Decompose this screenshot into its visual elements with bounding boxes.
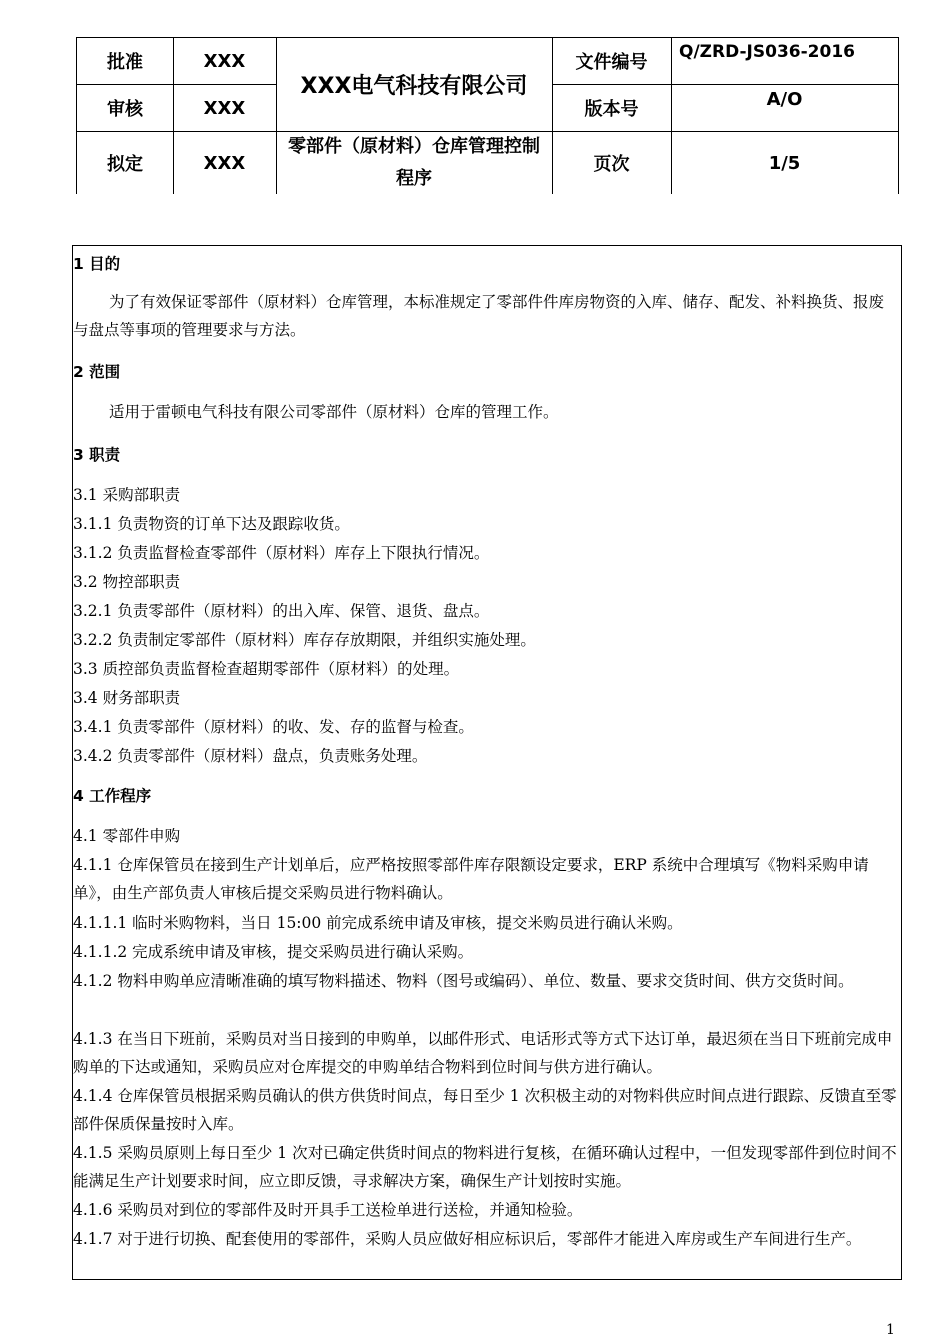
- version-label: 版本号: [552, 85, 672, 132]
- doc-number-value: Q/ZRD-JS036-2016: [671, 38, 899, 85]
- section-3-line: 3.4.2 负责零部件（原材料）盘点，负责账务处理。: [73, 747, 428, 765]
- draft-value: XXX: [173, 132, 277, 194]
- section-4-line: 4.1.1.1 临时米购物料，当日 15:00 前完成系统申请及审核，提交米购员进行确认米购。: [73, 914, 683, 932]
- section-4-line: 4.1.1.2 完成系统申请及审核，提交采购员进行确认采购。: [73, 943, 474, 961]
- section-3-line: 3.1.2 负责监督检查零部件（原材料）库存上下限执行情况。: [73, 544, 490, 562]
- section-3-heading: 3 职责: [73, 446, 121, 464]
- section-4-line: 4.1.4 仓库保管员根据采购员确认的供方供货时间点，每日至少 1 次积极主动的对物料供应时间点进行跟踪、反馈直至零部件保质保量按时入库。: [73, 1087, 897, 1133]
- section-3-line: 3.2 物控部职责: [73, 573, 181, 591]
- section-3-line: 3.3 质控部负责监督检查超期零部件（原材料）的处理。: [73, 660, 460, 678]
- section-3-line: 3.4.1 负责零部件（原材料）的收、发、存的监督与检查。: [73, 718, 474, 736]
- section-4-heading: 4 工作程序: [73, 787, 152, 805]
- version-value: A/O: [671, 85, 899, 132]
- section-4-line: 4.1.2 物料申购单应清晰准确的填写物料描述、物料（图号或编码）、单位、数量、要求交货时间、供方交货时间。: [73, 972, 854, 990]
- section-3-line: 3.1.1 负责物资的订单下达及跟踪收货。: [73, 515, 350, 533]
- section-3-line: 3.1 采购部职责: [73, 486, 181, 504]
- approve-value: XXX: [173, 38, 277, 85]
- section-1-heading: 1 目的: [73, 255, 121, 273]
- document-title: 零部件（原材料）仓库管理控制程序: [276, 132, 553, 194]
- company-name: XXX电气科技有限公司: [276, 38, 553, 132]
- document-body: [72, 245, 902, 1280]
- section-2-heading: 2 范围: [73, 363, 121, 381]
- section-1-text: 为了有效保证零部件（原材料）仓库管理，本标准规定了零部件件库房物资的入库、储存、配发、补料换货、报废与盘点等事项的管理要求与方法。: [73, 293, 885, 339]
- section-4-line: 4.1.7 对于进行切换、配套使用的零部件，采购人员应做好相应标识后，零部件才能进入库房或生产车间进行生产。: [73, 1230, 862, 1248]
- section-4-line: 4.1.5 采购员原则上每日至少 1 次对已确定供货时间点的物料进行复核，在循环确认过程中，一但发现零部件到位时间不能满足生产计划要求时间，应立即反馈，寻求解决方案，确保生产计划按时实施。: [73, 1144, 897, 1190]
- section-4-line: 4.1.3 在当日下班前，采购员对当日接到的申购单，以邮件形式、电话形式等方式下达订单，最迟须在当日下班前完成申购单的下达或通知，采购员应对仓库提交的申购单结合物料到位时间与供方进行确认。: [73, 1030, 893, 1076]
- page-label: 页次: [552, 132, 672, 194]
- doc-number-label: 文件编号: [552, 38, 672, 85]
- page-number: 1: [886, 1322, 895, 1338]
- review-value: XXX: [173, 85, 277, 132]
- section-3-line: 3.4 财务部职责: [73, 689, 181, 707]
- section-4-line: 4.1.1 仓库保管员在接到生产计划单后，应严格按照零部件库存限额设定要求，ERP 系统中合理填写《物料采购申请单》，由生产部负责人审核后提交采购员进行物料确认。: [73, 856, 869, 902]
- review-label: 审核: [77, 85, 174, 132]
- section-2-text: 适用于雷顿电气科技有限公司零部件（原材料）仓库的管理工作。: [109, 403, 559, 421]
- section-3-line: 3.2.2 负责制定零部件（原材料）库存存放期限，并组织实施处理。: [73, 631, 536, 649]
- section-4-line: 4.1 零部件申购: [73, 827, 181, 845]
- approve-label: 批准: [77, 38, 174, 85]
- page-value: 1/5: [671, 132, 899, 194]
- document-header-table: [76, 37, 899, 194]
- draft-label: 拟定: [77, 132, 174, 194]
- section-3-line: 3.2.1 负责零部件（原材料）的出入库、保管、退货、盘点。: [73, 602, 490, 620]
- section-4-line: 4.1.6 采购员对到位的零部件及时开具手工送检单进行送检，并通知检验。: [73, 1201, 583, 1219]
